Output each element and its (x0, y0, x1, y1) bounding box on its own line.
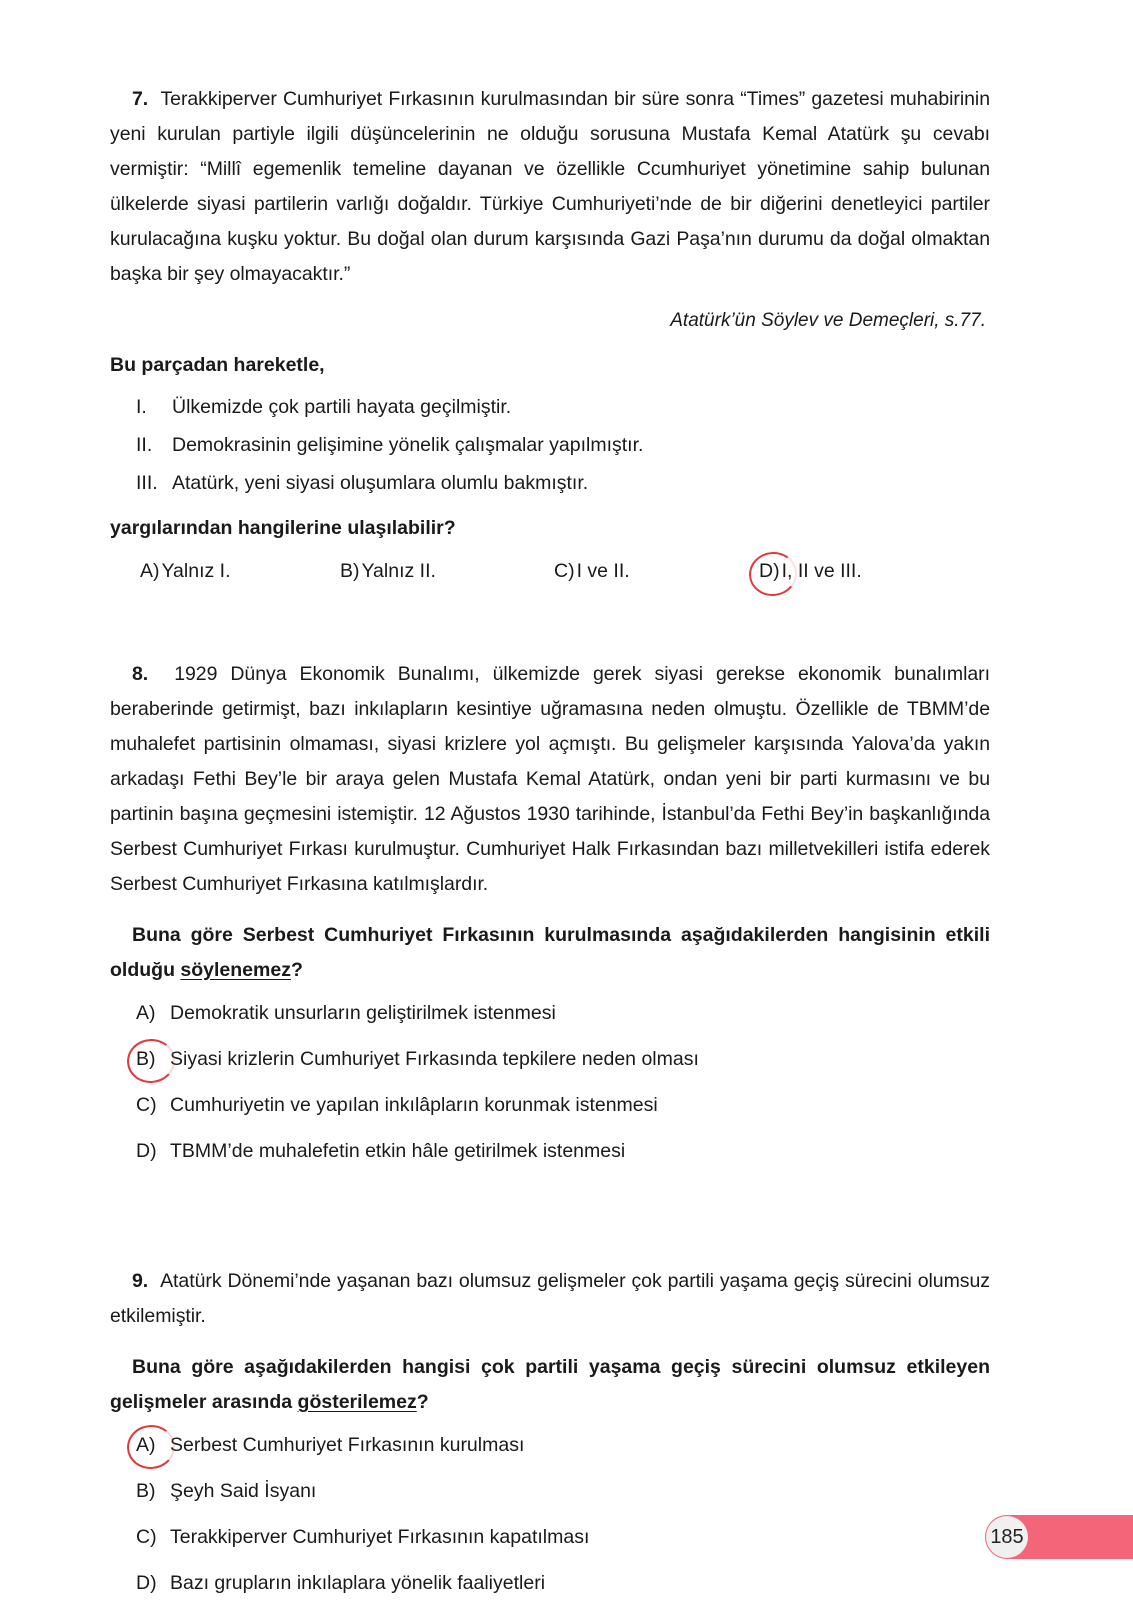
option-c-text: Terakkiperver Cumhuriyet Fırkasının kapatılması (170, 1526, 590, 1548)
question-9-lead-prefix: Buna göre aşağıdakilerden hangisi çok partili yaşama geçiş sürecini olumsuz etkileyen gelişmeler arasında (110, 1356, 990, 1413)
question-spacer (110, 1184, 990, 1264)
roman-item (110, 395, 990, 419)
question-7-source: Atatürk’ün Söylev ve Demeçleri, s.77. (670, 310, 986, 331)
option-a[interactable] (136, 1000, 990, 1026)
roman-text: Atatürk, yeni siyasi oluşumlara olumlu bakmıştır. (172, 472, 589, 494)
question-9-lead-suffix: ? (416, 1391, 429, 1413)
option-c-label: C) (136, 1526, 157, 1548)
question-9 (110, 1264, 990, 1596)
roman-numeral: III. (136, 472, 158, 494)
roman-numeral: I. (136, 396, 147, 418)
question-spacer (110, 583, 990, 657)
question-9-options (110, 1432, 990, 1596)
question-8-lead-suffix: ? (290, 959, 303, 981)
option-a-label: A) (140, 560, 160, 582)
question-9-lead-underlined: gösterilemez (297, 1391, 417, 1413)
roman-item (110, 433, 990, 457)
option-c-label: C) (136, 1094, 157, 1116)
option-a-label: A) (136, 1434, 156, 1456)
question-7 (110, 82, 990, 583)
page-number-badge (985, 1515, 1133, 1559)
option-b[interactable] (136, 1478, 990, 1504)
option-d-label: D) (136, 1140, 157, 1162)
option-c-text: Cumhuriyetin ve yapılan inkılâpların korunmak istenmesi (170, 1094, 658, 1116)
option-c[interactable] (136, 1524, 990, 1550)
option-d-label: D) (759, 560, 780, 582)
option-d[interactable] (759, 560, 862, 583)
roman-text: Ülkemizde çok partili hayata geçilmiştir. (172, 396, 512, 418)
question-8-lead (110, 918, 990, 988)
page-content (110, 82, 990, 1615)
option-b-label: B) (340, 560, 360, 582)
option-a[interactable] (140, 560, 340, 583)
option-b[interactable] (136, 1046, 990, 1072)
option-a-text: Demokratik unsurların geliştirilmek istenmesi (170, 1002, 556, 1024)
option-d[interactable] (136, 1570, 990, 1596)
question-7-body (110, 82, 990, 292)
option-b-text: Siyasi krizlerin Cumhuriyet Fırkasında tepkilere neden olması (170, 1048, 699, 1070)
option-d-text: TBMM’de muhalefetin etkin hâle getirilmek istenmesi (170, 1140, 626, 1162)
option-c[interactable] (136, 1092, 990, 1118)
option-b[interactable] (340, 560, 554, 583)
option-d-text: I, II ve III. (781, 560, 862, 582)
question-9-body (110, 1264, 990, 1334)
option-a[interactable] (136, 1432, 990, 1458)
question-8-lead-prefix: Buna göre Serbest Cumhuriyet Fırkasının kurulmasında aşağıdakilerden hangisinin etkili olduğu (110, 924, 990, 981)
page-number: 185 (986, 1516, 1028, 1558)
question-8-body (110, 657, 990, 902)
option-c-text: I ve II. (576, 560, 630, 582)
question-7-options (110, 560, 990, 583)
question-9-lead (110, 1350, 990, 1420)
question-7-lead: Bu parçadan hareketle, (110, 354, 325, 376)
question-8-options (110, 1000, 990, 1164)
question-8 (110, 657, 990, 1164)
question-8-lead-underlined: söylenemez (180, 959, 291, 981)
option-a-text: Yalnız I. (161, 560, 231, 582)
option-b-text: Şeyh Said İsyanı (170, 1480, 317, 1502)
option-b-label: B) (136, 1048, 156, 1070)
option-d-label: D) (136, 1572, 157, 1594)
roman-item (110, 471, 990, 495)
option-b-label: B) (136, 1480, 156, 1502)
question-7-lead2: yargılarından hangilerine ulaşılabilir? (110, 517, 456, 539)
question-7-roman-list (110, 395, 990, 495)
option-d-text: Bazı grupların inkılaplara yönelik faaliyetleri (170, 1572, 546, 1594)
question-9-number: 9. (132, 1270, 149, 1292)
option-c[interactable] (554, 560, 759, 583)
question-7-text: Terakkiperver Cumhuriyet Fırkasının kurulmasından bir süre sonra “Times” gazetesi muhabirinin yeni kurulan partiyle ilgili düşüncelerinin ne olduğu sorusuna Mustafa Kemal Atatürk şu cevabı vermiştir: “Millî egemenlik temeline dayanan ve özellikle Ccumhuriyet yönetimine sahip bulunan ülkelerde siyasi partilerin varlığı doğaldır. Türkiye Cumhuriyeti’nde de bir diğerini denetleyici partiler kurulacağına kuşku yoktur. Bu doğal olan durum karşısında Gazi Paşa’nın durumu da doğal olmaktan başka bir şey olmayacaktır.” (110, 88, 990, 285)
question-8-number: 8. (132, 663, 149, 685)
option-a-text: Serbest Cumhuriyet Fırkasının kurulması (170, 1434, 525, 1456)
roman-text: Demokrasinin gelişimine yönelik çalışmalar yapılmıştır. (172, 434, 644, 456)
option-b-text: Yalnız II. (361, 560, 436, 582)
option-d[interactable] (136, 1138, 990, 1164)
question-8-text: 1929 Dünya Ekonomik Bunalımı, ülkemizde gerek siyasi gerekse ekonomik bunalımları beraberinde getirmişt, bazı inkılapların kesintiye uğramasına neden olmuştu. Özellikle de TBMM’de muhalefet partisinin olmaması, siyasi krizlere yol açmıştı. Bu gelişmeler karşısında Yalova’da yakın arkadaşı Fethi Bey’le bir araya gelen Mustafa Kemal Atatürk, ondan yeni bir parti kurmasını ve bu partinin başına geçmesini istemiştir. 12 Ağustos 1930 tarihinde, İstanbul’da Fethi Bey’in başkanlığında Serbest Cumhuriyet Fırkası kurulmuştur. Cumhuriyet Halk Fırkasından bazı milletvekilleri istifa ederek Serbest Cumhuriyet Fırkasına katılmışlardır. (110, 663, 990, 895)
roman-numeral: II. (136, 434, 153, 456)
option-a-label: A) (136, 1002, 156, 1024)
question-9-text: Atatürk Dönemi’nde yaşanan bazı olumsuz gelişmeler çok partili yaşama geçiş sürecini olumsuz etkilemiştir. (110, 1270, 990, 1327)
option-c-label: C) (554, 560, 575, 582)
question-7-number: 7. (132, 88, 149, 110)
